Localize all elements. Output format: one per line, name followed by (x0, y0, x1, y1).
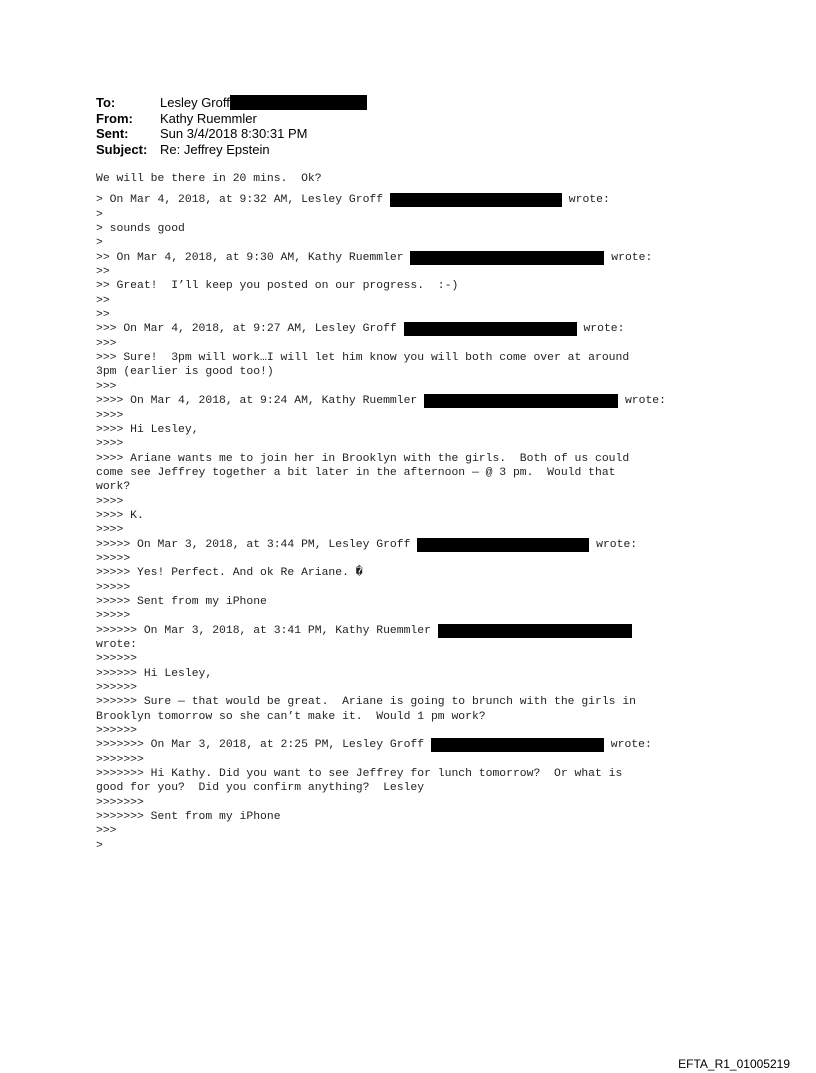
body-line: >>> (96, 380, 117, 393)
redaction-bar (424, 394, 618, 408)
quote-header-text: >>>>>> On Mar 3, 2018, at 3:41 PM, Kathy Ruemmler (96, 624, 438, 637)
sent-value: Sun 3/4/2018 8:30:31 PM (160, 126, 308, 141)
body-line: >>>>> (96, 610, 131, 623)
body-line: >> (96, 309, 110, 322)
quote-header-suffix: wrote: (618, 395, 666, 408)
body-line: good for you? Did you confirm anything? Lesley (96, 782, 425, 795)
redaction-bar (390, 193, 562, 207)
email-body (96, 172, 736, 853)
body-line: wrote: (96, 639, 138, 651)
quote-header-line (96, 624, 736, 638)
body-line: >>>> Ariane wants me to join her in Brooklyn with the girls. Both of us could (96, 452, 630, 465)
quote-header-text: > On Mar 4, 2018, at 9:32 AM, Lesley Groff (96, 194, 390, 207)
body-line: >>> Sure! 3pm will work…I will let him know you will both come over at around (96, 352, 630, 365)
quote-header-line (96, 193, 736, 207)
body-line: >>>>> Yes! Perfect. And ok Re Ariane. � (96, 567, 363, 580)
body-line: >>>>>>> Sent from my iPhone (96, 811, 281, 824)
quote-header-line (96, 394, 736, 408)
body-line: >>>> K. (96, 509, 144, 522)
quote-header-suffix: wrote: (589, 538, 638, 551)
quote-header-suffix: wrote: (576, 323, 625, 336)
redaction-bar (417, 538, 589, 552)
body-line: Brooklyn tomorrow so she can’t make it. Would 1 pm work? (96, 710, 486, 723)
quote-header-line (96, 538, 736, 552)
from-value: Kathy Ruemmler (160, 110, 257, 126)
body-line: >> (96, 266, 110, 279)
body-line: >>>> (96, 438, 124, 451)
redaction-bar (404, 322, 577, 336)
redaction-bar (431, 738, 604, 752)
quote-header-suffix: wrote: (561, 194, 610, 207)
bates-number: EFTA_R1_01005219 (678, 1057, 790, 1071)
quote-header-text: >> On Mar 4, 2018, at 9:30 AM, Kathy Ruemmler (96, 251, 411, 264)
quote-header-line (96, 251, 736, 265)
body-line: > (96, 208, 103, 221)
quote-header-text: >>>> On Mar 4, 2018, at 9:24 AM, Kathy Ruemmler (96, 395, 425, 408)
body-line: >>>>>>> Hi Kathy. Did you want to see Jeffrey for lunch tomorrow? Or what is (96, 768, 623, 781)
body-line: >> (96, 294, 110, 307)
subject-label: Subject: (96, 141, 148, 157)
body-line: come see Jeffrey together a bit later in the afternoon — @ 3 pm. Would that (96, 466, 616, 479)
body-line: >>>> (96, 524, 124, 537)
body-line: 3pm (earlier is good too!) (96, 366, 274, 379)
body-line: We will be there in 20 mins. Ok? (96, 173, 322, 185)
quote-header-text: >>>>>>> On Mar 3, 2018, at 2:25 PM, Lesley Groff (96, 739, 431, 752)
body-line: >>>>>>> (96, 753, 144, 766)
quote-header-text: >>>>> On Mar 3, 2018, at 3:44 PM, Lesley Groff (96, 538, 418, 551)
quote-header-suffix: wrote: (603, 739, 652, 752)
body-line: > (96, 839, 103, 852)
subject-value: Re: Jeffrey Epstein (160, 141, 270, 157)
body-line: >>>>> (96, 552, 131, 565)
redaction-bar (230, 95, 367, 110)
body-line: >>>>>> (96, 653, 138, 666)
quote-header-text: >>> On Mar 4, 2018, at 9:27 AM, Lesley Groff (96, 323, 404, 336)
quote-header-line (96, 322, 736, 336)
body-line: >> Great! I’ll keep you posted on our progress. :-) (96, 280, 459, 293)
body-line: >>>>>> (96, 725, 138, 738)
body-line: >>>> (96, 495, 124, 508)
body-line: >>>>>> (96, 682, 138, 695)
body-line: > sounds good (96, 223, 185, 236)
redaction-bar (410, 251, 604, 265)
body-line: >>> (96, 825, 117, 838)
body-line: work? (96, 481, 131, 494)
body-line: >>> (96, 337, 117, 350)
body-line: >>>>>> Sure — that would be great. Ariane is going to brunch with the girls in (96, 696, 637, 709)
quote-header-suffix: wrote: (604, 251, 653, 264)
quote-header-line (96, 738, 736, 752)
body-line: >>>>>> Hi Lesley, (96, 667, 213, 680)
body-line: >>>> Hi Lesley, (96, 423, 199, 436)
to-value: Lesley Groff (160, 95, 230, 110)
from-label: From: (96, 110, 133, 126)
body-line: >>>>>>> (96, 796, 144, 809)
body-line: >>>> (96, 409, 124, 422)
sent-label: Sent: (96, 126, 129, 141)
body-line: >>>>> (96, 581, 131, 594)
body-line: > (96, 237, 103, 250)
to-label: To: (96, 95, 116, 110)
redaction-bar (438, 624, 632, 638)
body-line: >>>>> Sent from my iPhone (96, 595, 267, 608)
